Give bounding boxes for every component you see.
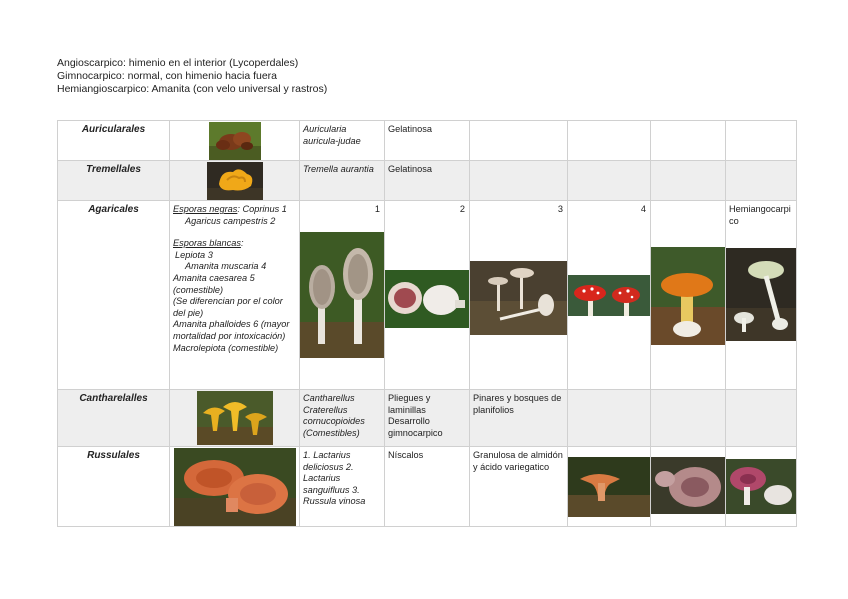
common-name-cell: Níscalos [385,447,470,527]
macrolepiota-entry: Macrolepiota (comestible) [173,342,279,353]
habitat-cell: Pinares y bosques de planifolios [470,390,568,447]
amanita-phalloides-photo [726,248,796,341]
lepiota-photo [470,261,567,335]
intro-notes [57,57,327,96]
caesarea-cell [651,201,726,390]
chanterelle-photo [197,391,273,445]
fungi-orders-table [57,120,797,527]
species-cell: 1. Lactarius deliciosus 2. Lactarius sanguifluus 3. Russula vinosa [300,447,385,527]
coprinus-cell: 1 [300,201,385,390]
flesh-cell: Granulosa de almidón y ácido variegatico [470,447,568,527]
table-row [58,121,797,161]
photo-cell [170,121,300,161]
table-row [58,390,797,447]
intro-hemiangiocarpic: Hemiangioscarpico: Amanita (con velo universal y rastros) [57,83,328,95]
lactarius-photo [174,448,296,526]
table-row [58,201,797,390]
amanita-caesarea-photo [651,247,725,345]
order-name: Russulales [58,447,170,527]
photo-cell [726,447,797,527]
photo-cell [651,447,726,527]
order-name: Auricularales [58,121,170,161]
muscaria-entry: Amanita muscaria 4 [185,261,267,272]
photo-cell [170,447,300,527]
hemiangiocarpic-label: Hemiangocarpico [729,204,791,226]
table-row [58,447,797,527]
lepiota-entry: Lepiota 3 [175,249,213,260]
table-row [58,161,797,201]
auricularia-photo [209,122,261,160]
order-name: Cantharelalles [58,390,170,447]
species-cell: Tremella aurantia [300,161,385,201]
texture-cell: Gelatinosa [385,161,470,201]
order-name: Tremellales [58,161,170,201]
intro-angiocarpic: Angioscarpico: himenio en el interior (Lycoperdales) [57,57,299,69]
tremella-photo [207,162,263,200]
photo-cell [170,390,300,447]
lactarius-deliciosus-photo [568,457,650,517]
species-cell: Cantharellus Craterellus cornucopioides (Comestibles) [300,390,385,447]
species-cell: Auricularia auricula-judae [300,121,385,161]
negras-label: Esporas negras [173,204,238,214]
agaricus-cell: 2 [385,201,470,390]
lactarius-sanguifluus-photo [651,457,725,514]
amanita-muscaria-photo [568,275,650,316]
phalloides-cell [726,201,797,390]
texture-cell: Gelatinosa [385,121,470,161]
photo-cell [170,161,300,201]
diferencia-note: (Se diferencian por el color del pie) [173,296,283,318]
photo-cell [568,447,651,527]
phalloides-entry: Amanita phalloides 6 (mayor mortalidad por intoxicación) [173,319,290,341]
coprinus-photo [300,232,384,358]
intro-gymnocarpic: Gimnocarpico: normal, con himenio hacia fuera [57,70,278,82]
order-name: Agaricales [58,201,170,390]
muscaria-cell: 4 [568,201,651,390]
agaricus-entry: Agaricus campestris 2 [185,215,276,226]
agaricus-photo [385,270,469,328]
blancas-label: Esporas blancas [173,238,241,249]
hymenium-cell: Pliegues y laminillas Desarrollo gimnocarpico [385,390,470,447]
russula-vinosa-photo [726,459,796,514]
agaricales-species-list: Esporas negras: Coprinus 1 Agaricus campestris 2 Esporas blancas: Lepiota 3 Amanita muscaria 4 Amanita caesarea 5 (comestible) (Se diferencian por el color del pie) Amanita phalloides 6 (mayor mortalidad por intoxicación) Macrolepiota (comestible) [170,201,300,390]
lepiota-cell: 3 [470,201,568,390]
caesarea-entry: Amanita caesarea 5 (comestible) [173,272,255,295]
